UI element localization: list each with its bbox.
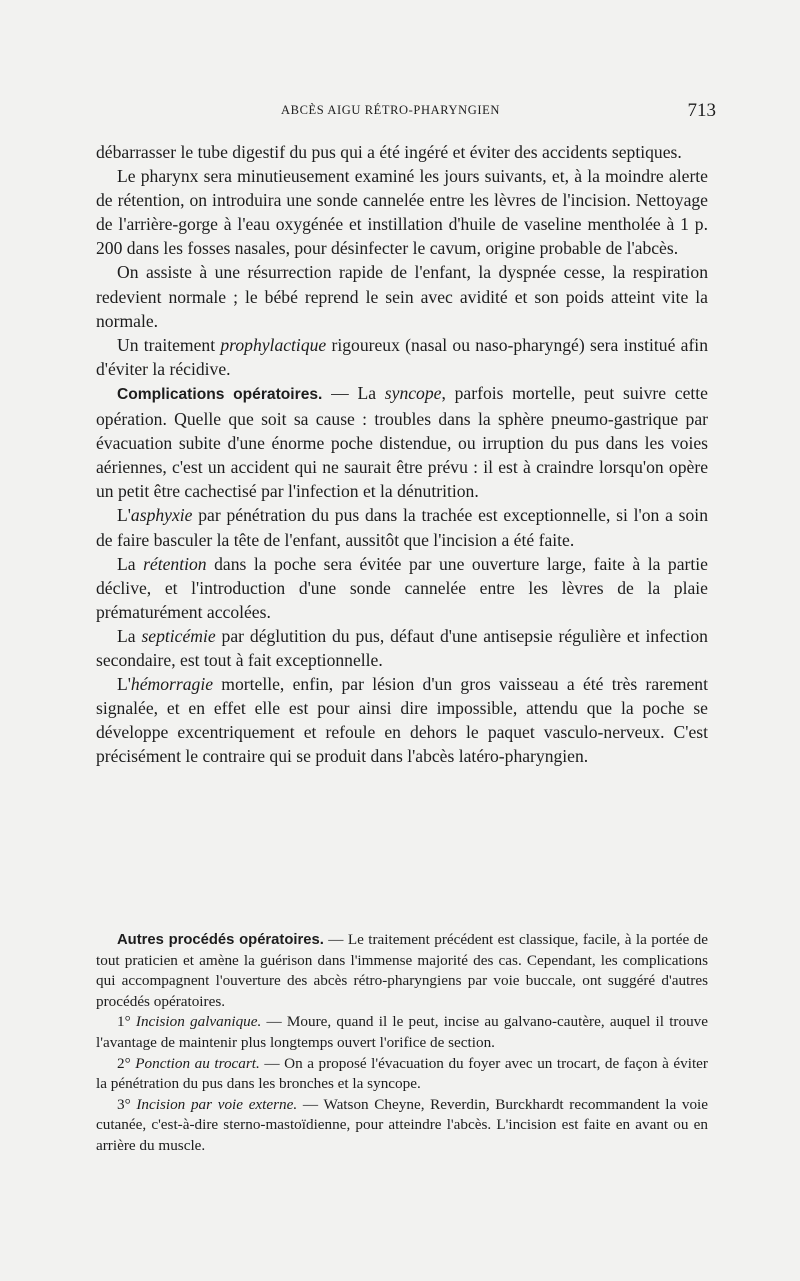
term-syncope: syncope — [384, 382, 442, 403]
term-hemorragie: hémorragie — [130, 674, 214, 695]
term-prophylactique: prophylactique — [220, 334, 327, 355]
list-item-voie-externe: 3° Incision par voie externe. — Watson Cheyne, Reverdin, Burckhardt recommandent la voie cutanée, c'est-à-dire sterno-mastoïdienne, pour atteindre l'abcès. L'incision est faite en avant ou en arrière du muscle. — [96, 1095, 709, 1154]
section-heading-complications: Complications opératoires. — [117, 385, 323, 403]
paragraph-autres-procedes: Autres procédés opératoires. — Le traitement précédent est classique, facile, à la portée de tout praticien et amène la guérison dans l'immense majorité des cas. Cependant, les complications qui accompagnent l'ouverture des abcès rétro-pharyngiens par voie buccale, ont suggéré d'autres procédés opératoires. — [96, 931, 708, 1010]
paragraph-resurrection: On assiste à une résurrection rapide de l'enfant, la dyspnée cesse, la respiration redevient normale ; le bébé reprend le sein avec avidité et son poids atteint vite la normale. — [96, 262, 708, 331]
paragraph-pharynx: Le pharynx sera minutieusement examiné les jours suivants, et, à la moindre alerte de rétention, on introduira une sonde cannelée entre les lèvres de l'incision. Nettoyage de l'arrière-gorge à l'eau oxygénée et instillation d'huile de vaseline mentholée à 1 p. 200 dans les fosses nasales, pour désinfecter le cavum, origine probable de l'abcès. — [96, 166, 708, 259]
paragraph-asphyxie: L'asphyxie par pénétration du pus dans la trachée est exceptionnelle, si l'on a soin de faire basculer la tête de l'enfant, aussitôt que l'incision a été faite. — [96, 505, 708, 550]
list-item-trocart: 2° Ponction au trocart. — On a proposé l'évacuation du foyer avec un trocart, de façon à éviter la pénétration du pus dans les bronches et la syncope. — [96, 1054, 708, 1093]
small-print-section — [96, 930, 708, 1157]
paragraph-continuation: débarrasser le tube digestif du pus qui a été ingéré et éviter des accidents septiques. — [96, 142, 682, 162]
paragraph-hemorragie: L'hémorragie mortelle, enfin, par lésion d'un gros vaisseau a été très rarement signalée, et en effet elle est pour ainsi dire impossible, attendu que la poche se développe excentriquement et refoule en dehors le paquet vasculo-nerveux. C'est précisément le contraire qui se produit dans l'abcès latéro-pharyngien. — [96, 674, 708, 767]
paragraph-prophylaxis: Un traitement prophylactique rigoureux (nasal ou naso-pharyngé) sera institué afin d'éviter la récidive. — [96, 334, 708, 379]
paragraph-septicemie: La septicémie par déglutition du pus, défaut d'une antisepsie régulière et infection secondaire, est tout à fait exceptionnelle. — [96, 625, 708, 670]
section-heading-autres: Autres procédés opératoires. — [117, 932, 324, 948]
list-item-galvanique: 1° Incision galvanique. — Moure, quand il le peut, incise au galvano-cautère, auquel il trouve l'avantage de maintenir plus longtemps ouvert l'orifice de section. — [96, 1013, 708, 1051]
running-header — [96, 100, 716, 129]
running-title: ABCÈS AIGU RÉTRO-PHARYNGIEN — [281, 103, 500, 117]
term-voie-externe: Incision par voie externe. — [136, 1095, 298, 1113]
term-retention: rétention — [143, 553, 207, 574]
term-incision-galvanique: Incision galvanique. — [135, 1013, 262, 1031]
term-ponction-trocart: Ponction au trocart. — [135, 1054, 260, 1072]
term-septicemie: septicémie — [141, 625, 216, 646]
page-number: 713 — [687, 100, 716, 121]
term-asphyxie: asphyxie — [130, 505, 193, 526]
main-text — [96, 140, 708, 768]
paragraph-retention: La rétention dans la poche sera évitée par une ouverture large, faite à la partie déclive, et l'introduction d'une sonde cannelée entre les lèvres de la plaie prématurément accolées. — [96, 553, 708, 622]
paragraph-complications: Complications opératoires. — La syncope, parfois mortelle, peut suivre cette opération. Quelle que soit sa cause : troubles dans la sphère pneumo-gastrique par évacuation subite d'une énorme poche distendue, ou irruption du pus dans les voies aériennes, c'est un accident qui ne saurait être prévu : il est à craindre lorsqu'on opère un petit être cachectisé par l'infection et la dénutrition. — [96, 382, 708, 502]
